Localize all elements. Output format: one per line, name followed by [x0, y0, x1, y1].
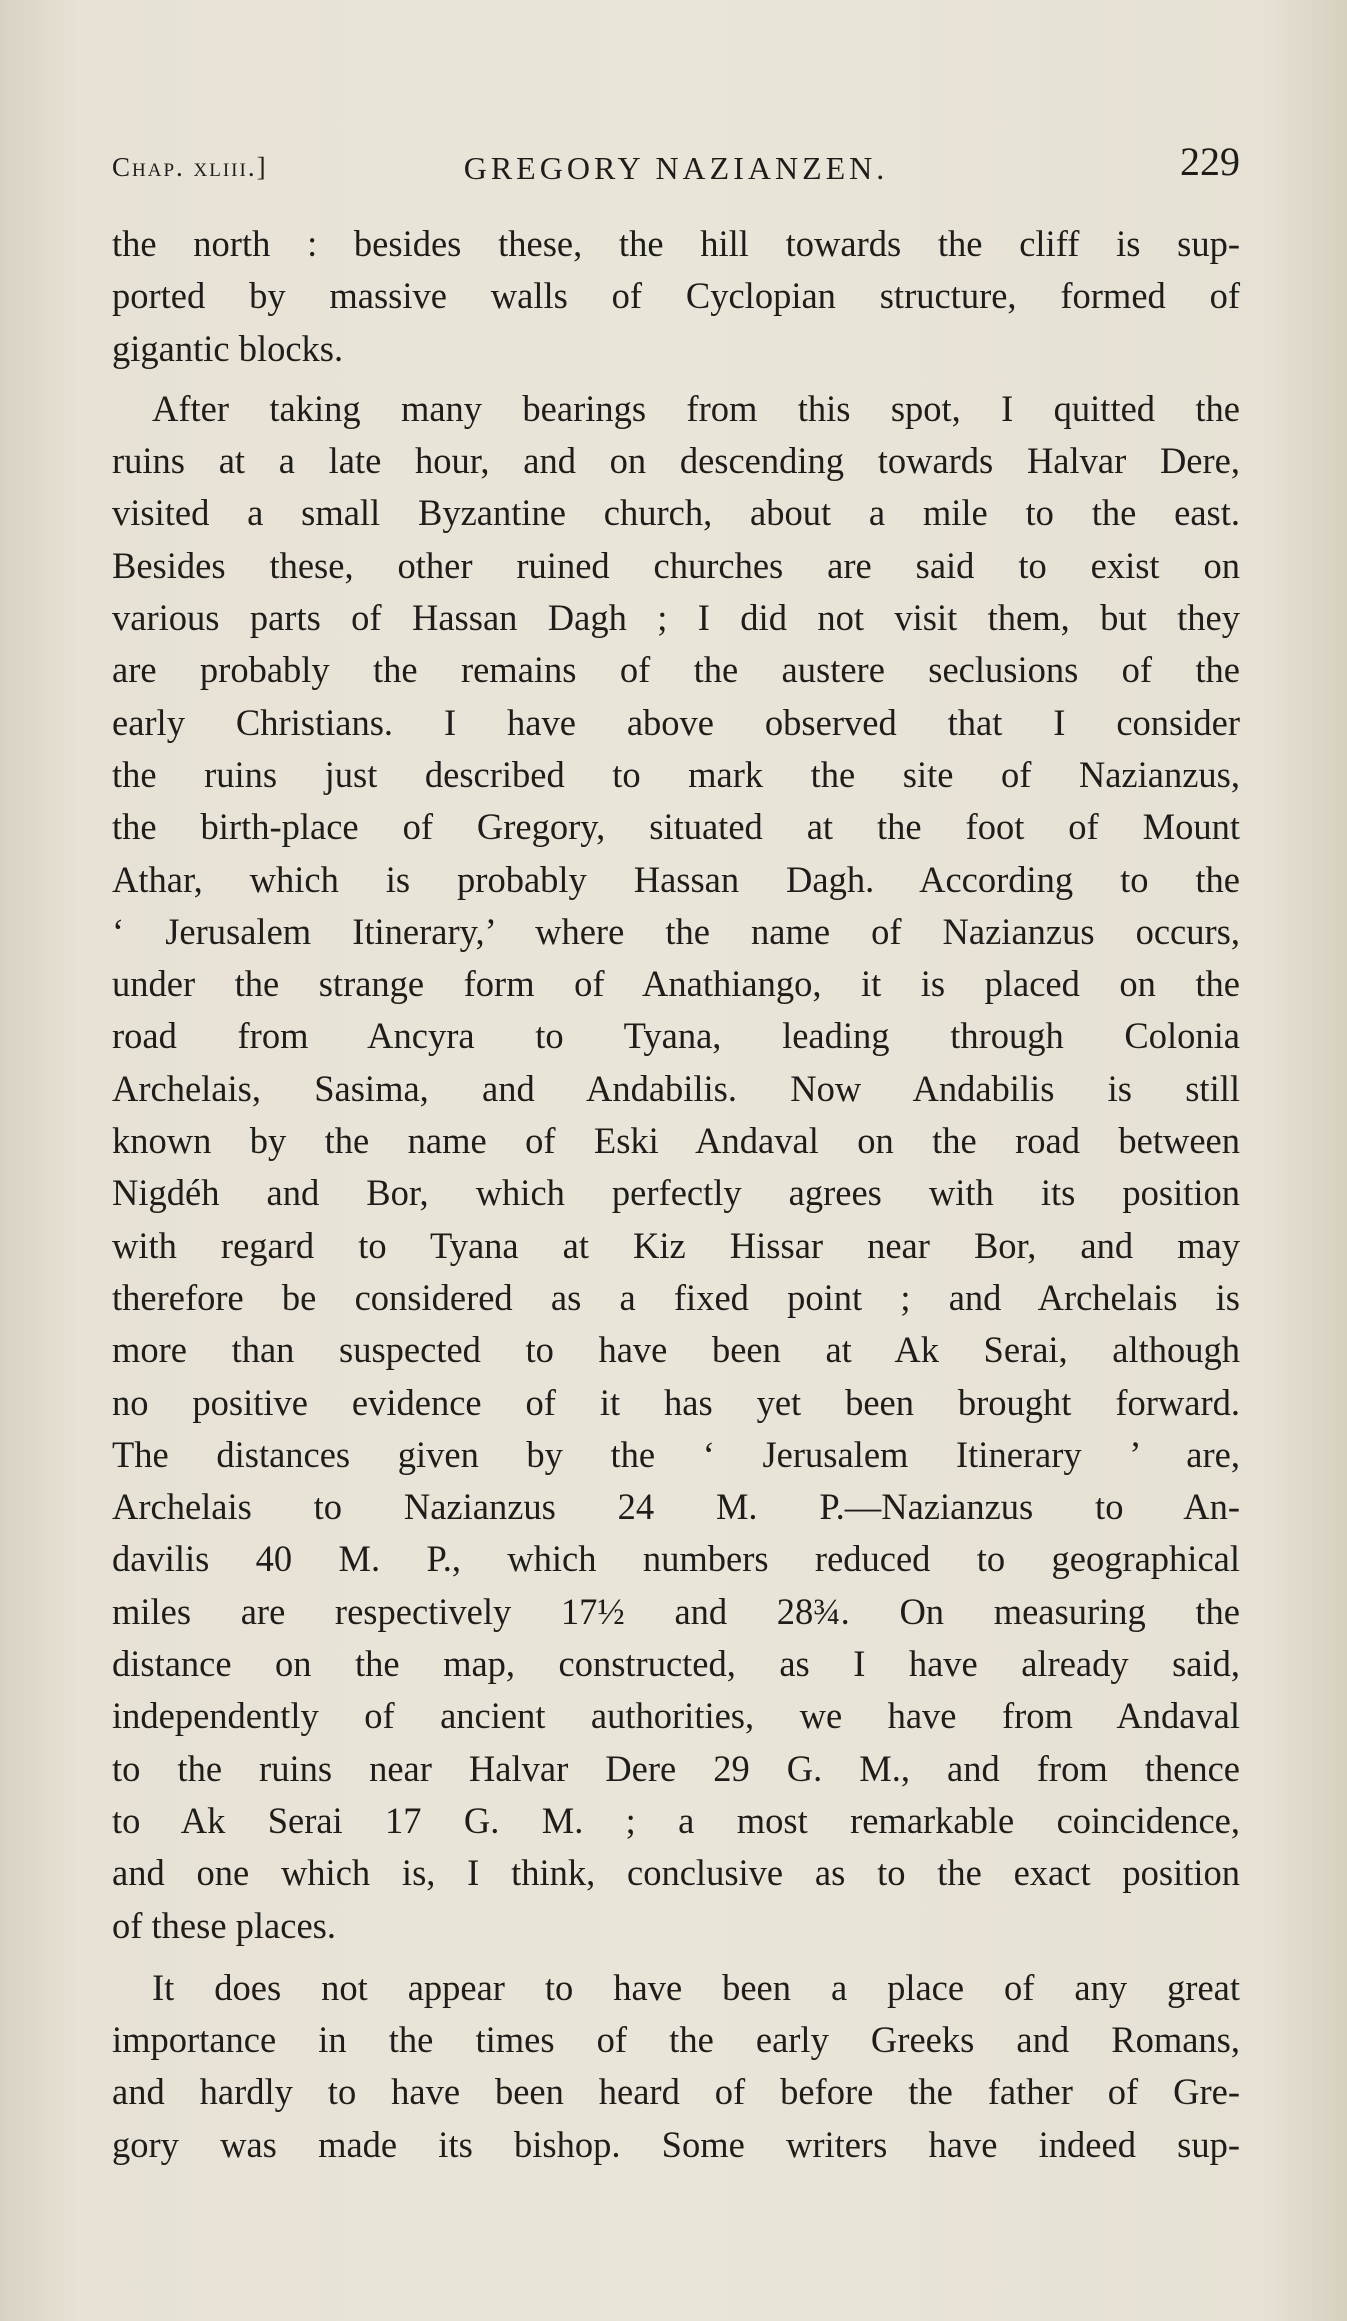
text-line: visited a small Byzantine church, about a mile to the east.: [112, 492, 1240, 534]
text-line: known by the name of Eski Andaval on the road between: [112, 1120, 1240, 1162]
text-line: under the strange form of Anathiango, it is placed on the: [112, 963, 1240, 1005]
page-number: 229: [1180, 139, 1240, 184]
text-line: of these places.: [112, 1904, 336, 1946]
paragraph: [112, 1962, 1240, 2171]
text-line: After taking many bearings from this spot, I quitted the: [152, 387, 1240, 429]
text-line: the ruins just described to mark the site of Nazianzus,: [112, 753, 1240, 795]
text-line: Athar, which is probably Hassan Dagh. According to the: [112, 858, 1240, 900]
text-line: miles are respectively 17½ and 28¾. On measuring the: [112, 1590, 1240, 1632]
text-line: davilis 40 M. P., which numbers reduced to geographical: [112, 1538, 1240, 1580]
text-line: Archelais to Nazianzus 24 M. P.—Nazianzus to An-: [112, 1486, 1240, 1528]
text-line: and hardly to have been heard of before the father of Gre-: [112, 2071, 1240, 2113]
text-line: gigantic blocks.: [112, 327, 344, 369]
text-line: the north : besides these, the hill towards the cliff is sup-: [112, 223, 1240, 264]
text-line: the birth-place of Gregory, situated at the foot of Mount: [112, 806, 1240, 848]
text-line: with regard to Tyana at Kiz Hissar near Bor, and may: [112, 1224, 1240, 1266]
text-line: and one which is, I think, conclusive as to the exact position: [112, 1852, 1240, 1894]
text-line: ruins at a late hour, and on descending towards Halvar Dere,: [112, 440, 1240, 482]
paragraph: [112, 218, 1240, 375]
text-line: ported by massive walls of Cyclopian structure, formed of: [112, 275, 1240, 317]
text-line: more than suspected to have been at Ak Serai, although: [112, 1329, 1240, 1371]
text-line: to the ruins near Halvar Dere 29 G. M., and from thence: [112, 1747, 1240, 1789]
body-text: [112, 218, 1240, 2171]
text-line: various parts of Hassan Dagh ; I did not visit them, but they: [112, 597, 1240, 639]
text-line: to Ak Serai 17 G. M. ; a most remarkable coincidence,: [112, 1799, 1240, 1841]
text-line: Archelais, Sasima, and Andabilis. Now Andabilis is still: [112, 1067, 1240, 1109]
text-line: Nigdéh and Bor, which perfectly agrees with its position: [112, 1172, 1240, 1214]
text-line: gory was made its bishop. Some writers have indeed sup-: [112, 2123, 1240, 2165]
text-line: importance in the times of the early Greeks and Romans,: [112, 2019, 1240, 2061]
running-head: [112, 138, 1240, 188]
text-line: independently of ancient authorities, we have from Andaval: [112, 1695, 1240, 1737]
paragraph: [112, 383, 1240, 1952]
text-line: early Christians. I have above observed that I consider: [112, 701, 1240, 743]
text-line: ‘ Jerusalem Itinerary,’ where the name of Nazianzus occurs,: [112, 910, 1240, 952]
text-line: Besides these, other ruined churches are said to exist on: [112, 544, 1240, 586]
text-line: It does not appear to have been a place of any great: [152, 1966, 1240, 2008]
text-line: no positive evidence of it has yet been brought forward.: [112, 1381, 1240, 1423]
text-line: are probably the remains of the austere seclusions of the: [112, 649, 1240, 691]
text-line: therefore be considered as a fixed point ; and Archelais is: [112, 1276, 1240, 1318]
text-line: The distances given by the ‘ Jerusalem Itinerary ’ are,: [112, 1433, 1240, 1475]
running-title: GREGORY NAZIANZEN.: [463, 150, 889, 186]
text-line: road from Ancyra to Tyana, leading through Colonia: [112, 1015, 1240, 1057]
text-line: distance on the map, constructed, as I have already said,: [112, 1643, 1240, 1685]
chapter-reference: Chap. xliii.]: [112, 152, 268, 182]
